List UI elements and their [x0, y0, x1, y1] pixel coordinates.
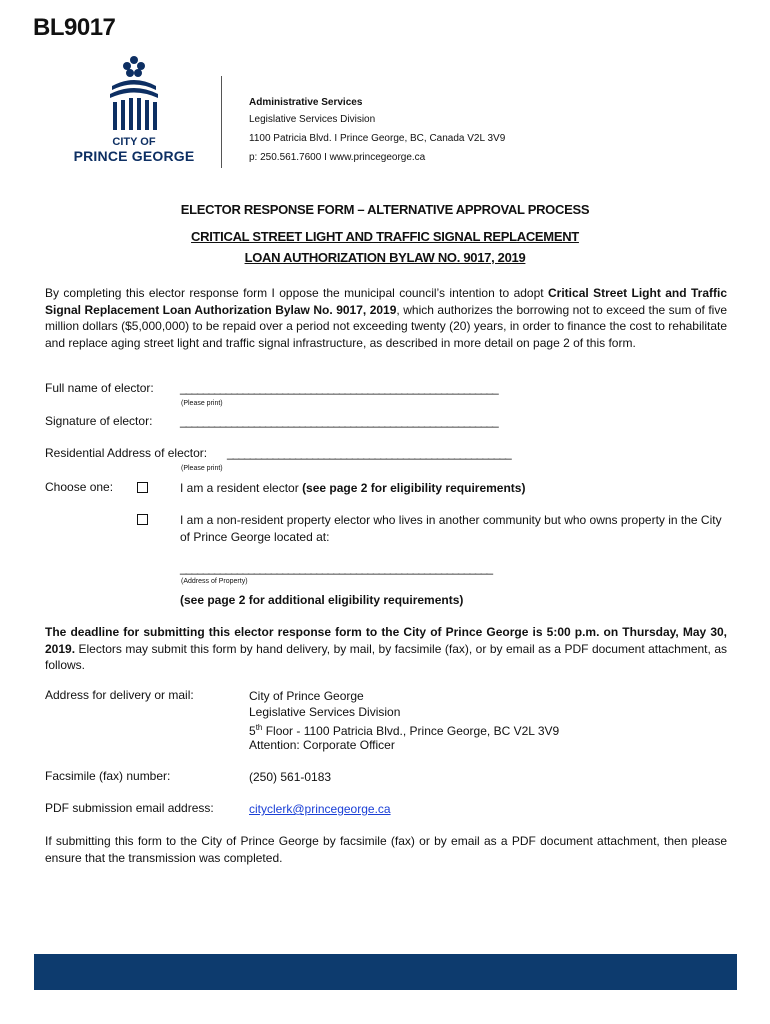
form-title: ELECTOR RESPONSE FORM – ALTERNATIVE APPROVAL PROCESS	[180, 202, 590, 217]
mail-address-line-4: Attention: Corporate Officer	[249, 738, 395, 752]
full-name-field[interactable]: ________________________________________________________	[180, 381, 498, 395]
non-resident-eligibility-note: (see page 2 for additional eligibility requirements)	[180, 593, 464, 607]
office-address: 1100 Patricia Blvd. I Prince George, BC, Canada V2L 3V9	[249, 133, 506, 144]
property-address-field[interactable]: _______________________________________________________	[180, 561, 493, 575]
document-id: BL9017	[33, 14, 116, 41]
fax-label: Facsimile (fax) number:	[45, 769, 171, 783]
floor-ordinal: th	[255, 723, 263, 732]
floor-number: 5	[249, 724, 256, 738]
logo-city-name-text: PRINCE GEORGE	[73, 148, 195, 164]
intro-paragraph	[45, 285, 727, 351]
division-name: Legislative Services Division	[249, 114, 376, 125]
please-print-note-1: (Please print)	[181, 400, 223, 407]
signature-label: Signature of elector:	[45, 414, 153, 428]
fax-number: (250) 561-0183	[249, 770, 332, 784]
footer-bar	[34, 954, 737, 990]
please-print-note-2: (Please print)	[181, 465, 223, 472]
deadline-bold: The deadline for submitting this elector response form to the City of Prince George is 5:00 p.m. on Thursday, May 30, 2019.	[45, 625, 727, 656]
intro-text-start: By completing this elector response form I oppose the municipal council’s intention to adopt	[45, 286, 549, 300]
non-resident-elector-checkbox[interactable]	[137, 514, 148, 525]
resident-elector-option	[180, 480, 525, 497]
deadline-rest: Electors may submit this form by hand delivery, by mail, by facsimile (fax), or by email as a PDF document attachment, as follows.	[45, 641, 727, 672]
non-resident-elector-text: I am a non-resident property elector who lives in another community but who owns property in the City of Prince George located at:	[180, 513, 722, 544]
resident-elector-text: I am a resident elector	[180, 481, 303, 495]
closing-paragraph: If submitting this form to the City of Prince George by facsimile (fax) or by email as a PDF document attachment, then please ensure that the transmission was completed.	[45, 834, 727, 865]
residential-address-field[interactable]: __________________________________________________	[227, 446, 511, 460]
intro-text-end: , which authorizes the borrowing not to exceed the sum of five million dollars ($5,000,000) to be repaid over a period not exceeding twenty (20) years, in order to finance the cost to rehabilitate and replace aging street light and traffic signal infrastructure, as described in more detail on page 2 of this form.	[45, 302, 727, 350]
bylaw-title-line-1: CRITICAL STREET LIGHT AND TRAFFIC SIGNAL REPLACEMENT	[191, 229, 579, 244]
choose-one-label: Choose one:	[45, 480, 114, 494]
deadline-paragraph	[45, 624, 727, 674]
email-label: PDF submission email address:	[45, 801, 214, 815]
floor-rest: Floor - 1100 Patricia Blvd., Prince George, BC V2L 3V9	[262, 724, 560, 738]
department-name: Administrative Services	[249, 97, 363, 108]
address-of-property-note: (Address of Property)	[181, 578, 248, 585]
logo-city-of-text: CITY OF	[112, 136, 156, 148]
bylaw-name-bold: Critical Street Light and Traffic Signal Replacement Loan Authorization Bylaw No. 9017, 2019	[45, 286, 727, 317]
resident-elector-checkbox[interactable]	[137, 482, 148, 493]
contact-info: p: 250.561.7600 I www.princegeorge.ca	[249, 152, 426, 163]
mail-address-line-2: Legislative Services Division	[249, 705, 401, 719]
resident-eligibility-note: (see page 2 for eligibility requirements)	[302, 481, 526, 495]
residential-address-label: Residential Address of elector:	[45, 446, 208, 460]
email-link[interactable]: cityclerk@princegeorge.ca	[249, 802, 391, 816]
mail-address-line-1: City of Prince George	[249, 689, 364, 703]
mail-address-label: Address for delivery or mail:	[45, 688, 194, 702]
header-divider	[221, 76, 222, 168]
full-name-label: Full name of elector:	[45, 381, 154, 395]
bylaw-title-line-2: LOAN AUTHORIZATION BYLAW NO. 9017, 2019	[244, 250, 526, 265]
signature-field[interactable]: ________________________________________________________	[180, 414, 498, 428]
